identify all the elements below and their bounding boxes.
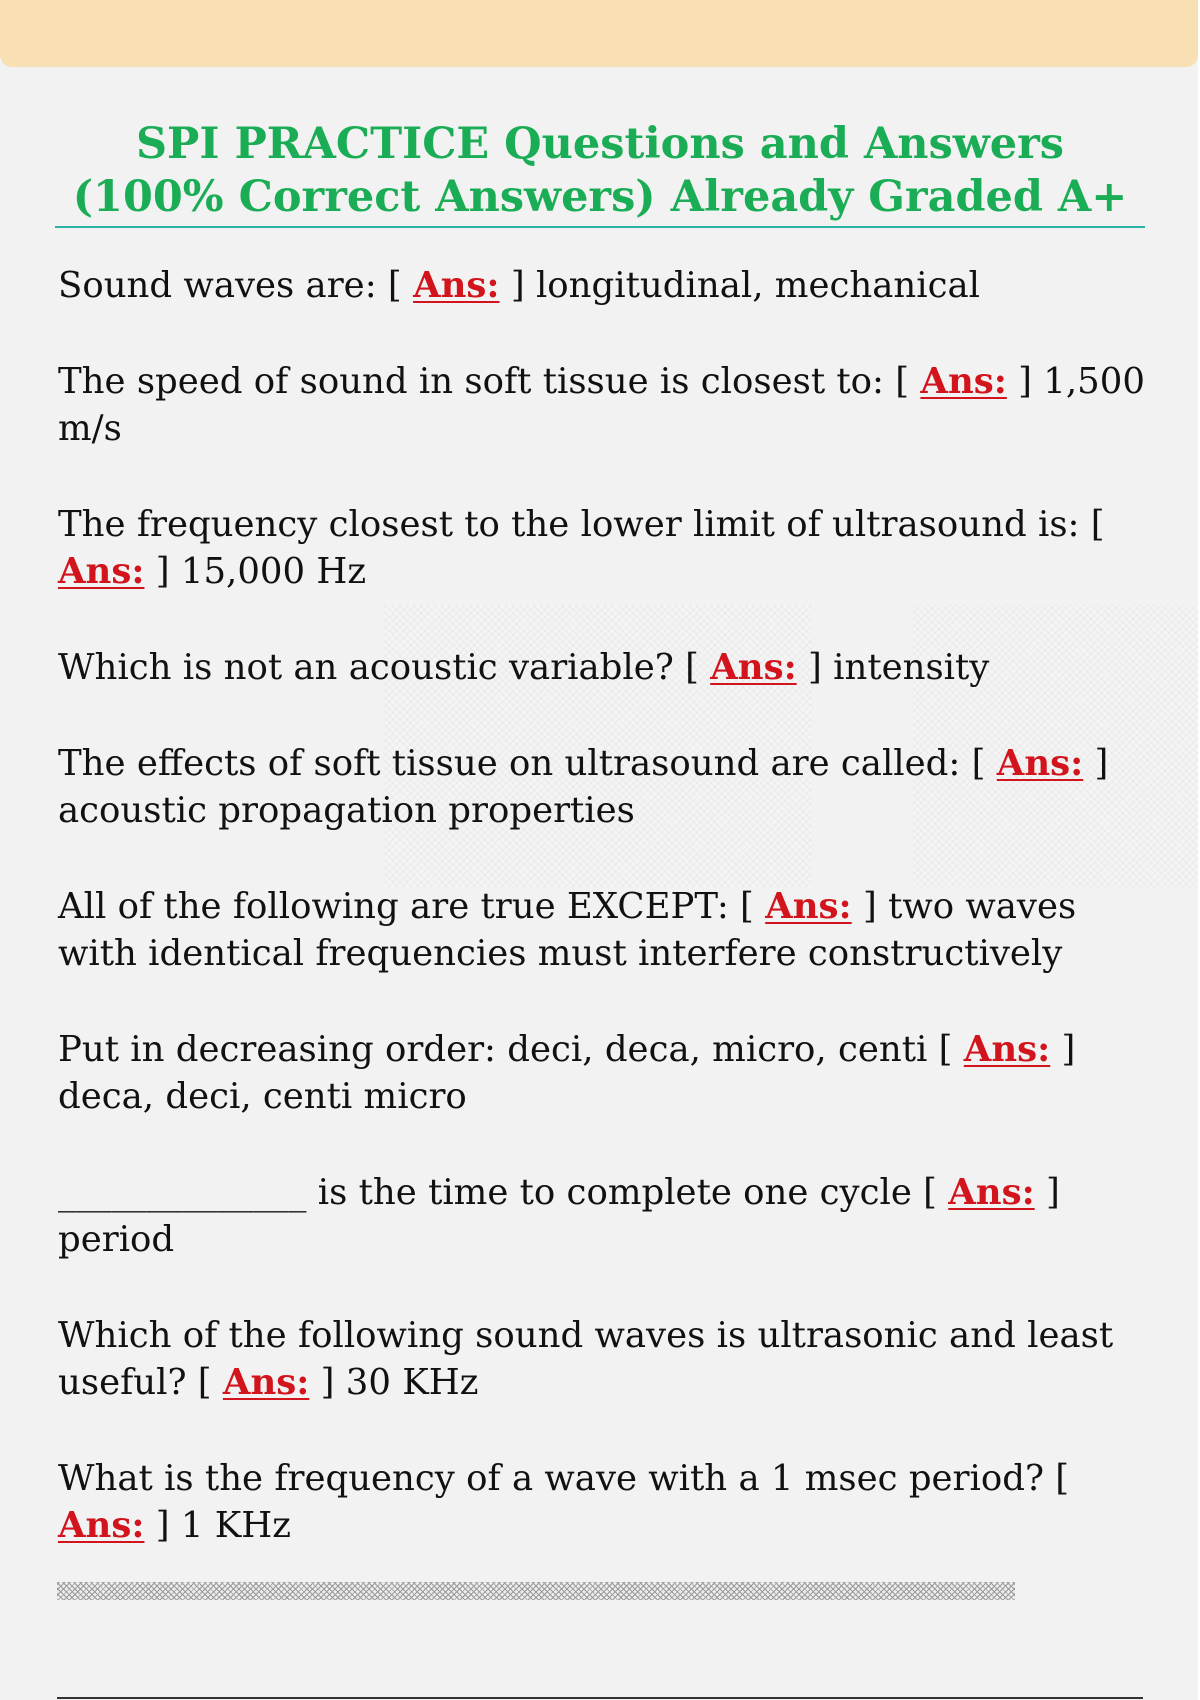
question-text: The frequency closest to the lower limit of ultrasound is: [ <box>58 504 1105 545</box>
answer-label: Ans: <box>222 1362 310 1403</box>
bottom-rule <box>57 1697 1143 1699</box>
answer-label: Ans: <box>996 743 1084 784</box>
document-title: SPI PRACTICE Questions and Answers (100% Correct Answers) Already Graded A+ <box>72 119 1128 222</box>
qa-item <box>58 883 1148 977</box>
question-text: The speed of sound in soft tissue is closest to: [ <box>58 361 921 402</box>
answer-label: Ans: <box>963 1029 1051 1070</box>
answer-text: ] period <box>58 1172 1060 1260</box>
qa-item <box>58 1455 1148 1549</box>
qa-item <box>58 1312 1148 1406</box>
answer-label: Ans: <box>920 361 1007 402</box>
qa-item <box>58 358 1148 452</box>
qa-item <box>58 1026 1148 1120</box>
answer-text: ] acoustic propagation properties <box>58 743 1109 831</box>
qa-item <box>58 740 1148 834</box>
answer-text: ] 1 KHz <box>144 1505 291 1546</box>
answer-text: ] deca, deci, centi micro <box>58 1029 1076 1117</box>
question-text: Which is not an acoustic variable? [ <box>58 647 711 688</box>
answer-text: ] longitudinal, mechanical <box>499 265 980 306</box>
answer-label: Ans: <box>413 265 500 306</box>
question-text: ______________ is the time to complete one cycle [ <box>58 1172 949 1213</box>
answer-label: Ans: <box>765 886 852 927</box>
answer-text: ] 30 KHz <box>309 1362 479 1403</box>
title-underline <box>55 226 1145 228</box>
answer-text: ] 15,000 Hz <box>144 551 367 592</box>
question-text: Which of the following sound waves is ultrasonic and least useful? [ <box>58 1315 1114 1403</box>
qa-item <box>58 262 1148 309</box>
answer-text: ] two waves with identical frequencies must interfere constructively <box>58 886 1077 974</box>
qa-item <box>58 644 1148 691</box>
answer-label: Ans: <box>948 1172 1035 1213</box>
answer-text: ] intensity <box>796 647 990 688</box>
decorative-divider <box>57 1582 1015 1600</box>
answer-label: Ans: <box>58 551 145 592</box>
answer-label: Ans: <box>710 647 797 688</box>
question-text: All of the following are true EXCEPT: [ <box>58 886 766 927</box>
question-text: The effects of soft tissue on ultrasound are called: [ <box>58 743 997 784</box>
question-text: Sound waves are: [ <box>58 265 414 306</box>
qa-list <box>58 262 1148 1598</box>
qa-item <box>58 501 1148 595</box>
qa-item <box>58 1169 1148 1263</box>
question-text: Put in decreasing order: deci, deca, micro, centi [ <box>58 1029 964 1070</box>
answer-text: ] 1,500 m/s <box>58 361 1145 449</box>
top-banner <box>0 0 1198 67</box>
question-text: What is the frequency of a wave with a 1 msec period? [ <box>58 1458 1070 1499</box>
answer-label: Ans: <box>58 1505 145 1546</box>
